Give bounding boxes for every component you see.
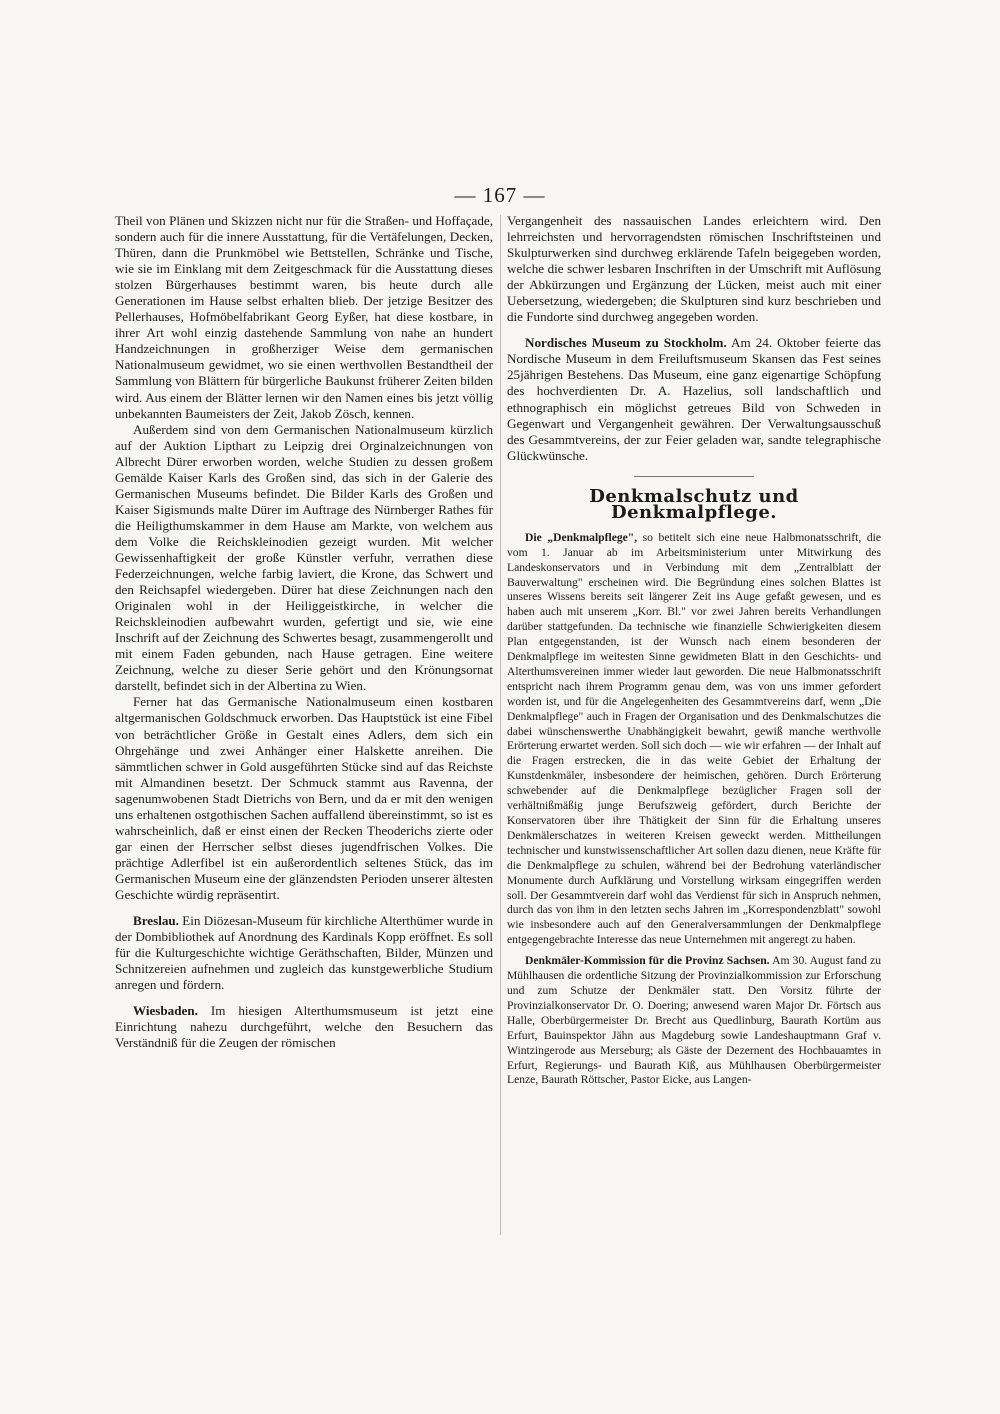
breslau-text: Ein Diözesan-Museum für kirchliche Alterthümer wurde in der Dombibliothek auf Anordnung des Kardinals Kopp eröffnet. Es soll für die Kulturgeschichte wichtige Geräthschaften, Bilder, Münzen und Schnitzereien aufnehmen und zugleich das kunstgewerbliche Studium anregen und fördern. bbox=[115, 913, 493, 993]
wiesbaden-text: Im hiesigen Alterthumsmuseum ist jetzt eine Einrichtung nahezu durchgeführt, welche den Besuchern das Verständniß für die Zeugen der römischen bbox=[115, 1003, 494, 1051]
left-column bbox=[115, 213, 493, 1051]
section-rule bbox=[634, 476, 754, 477]
paragraph-duerer-drawings: Außerdem sind von dem Germanischen Nationalmuseum kürzlich auf der Auktion Lipthart zu Leipzig drei Orginalzeichnungen von Albrecht Dürer erworben worden, welche Studien zu dessen großem Gemälde Kaiser Karls des Großen sind, das sich in der Galerie des Germanischen Museums befindet. Die Bilder Karls des Großen und Kaiser Sigismunds malte Dürer im Auftrage des Nürnberger Rathes für die Heiligthumskammer in dem Hause am Markte, von welchem aus dem Volke die Reichskleinodien gezeigt wurden. Mit welcher Gewissenhaftigkeit der große Künstler verfuhr, verrathen diese Federzeichnungen, welche farbig laviert, die Krone, das Schwert und den Reichsapfel wiedergeben. Dürer hat diese Zeichnungen nach den Originalen wohl in der Heiliggeistkirche, in welcher die Reichskleinodien aufbewahrt wurden, gefertigt und sie, wie eine Inschrift auf der Zeichnung des Schwertes besagt, zusammengerollt und mit einem Faden gebunden, nach Hause getragen. Eine weitere Zeichnung, welche zu dieser Serie gehört und den Krönungsornat darstellt, befindet sich in der Albertina zu Wien. bbox=[115, 421, 493, 694]
right-column bbox=[507, 213, 881, 1088]
paragraph-wiesbaden bbox=[115, 1003, 493, 1051]
paragraph-breslau bbox=[115, 913, 493, 993]
column-divider bbox=[500, 215, 501, 1235]
section-heading: Denkmalschutz und Denkmalpflege. bbox=[589, 485, 799, 523]
commission-text: Am 30. August fand zu Mühlhausen die ordentliche Sitzung der Provinzialkommission zur Erforschung und zum Schutze der Denkmäler statt. Den Vorsitz führte der Provinzialkonservator Dr. O. Doering; anwesend waren Major Dr. Förtsch aus Halle, Oberbürgermeister Dr. Brecht aus Quedlinburg, Baurath Kortüm aus Erfurt, Bauinspektor Jähn aus Magdeburg sowie Landeshauptmann Graf v. Wintzingerode aus Merseburg; als Gäste der Dezernent des Hochbauamtes in Erfurt, Regierungs- und Baurath Kiß, aus Mühlhausen Oberbürgermeister Lenze, Baurath Röttscher, Pastor Eicke, aus Langen- bbox=[507, 954, 881, 1087]
paragraph-stockholm bbox=[507, 335, 881, 463]
commission-heading: Denkmäler-Kommission für die Provinz Sachsen. bbox=[525, 954, 770, 968]
paragraph-plans: Theil von Plänen und Skizzen nicht nur für die Straßen- und Hoffaçade, sondern auch für die innere Ausstattung, für die Vertäfelungen, Decken, Thüren, dann die Prunkmöbel wie Bettstellen, Schränke und Tische, wie sie im Einklang mit dem Zeitgeschmack für die Ausstattung dieses stolzen Bürgerhauses bestimmt waren, bis heute durch alle Generationen im Hause selbst erhalten blieb. Der jetzige Besitzer des Pellerhauses, Hofmöbelfabrikant Georg Eyßer, hat diese kostbare, in ihrer Art wohl einzig dastehende Sammlung von nahe an hundert Handzeichnungen in großherziger Weise dem germanischen Nationalmuseum gewidmet, wo sie einen werthvollen Bestandtheil der Sammlung von Blättern für bürgerliche Baukunst früherer Zeiten bilden wird. Aus einem der Blätter lernen wir den Namen eines bis jetzt völlig unbekannten Baumeisters der Zeit, Jakob Zösch, kennen. bbox=[115, 213, 493, 421]
paragraph-gold-jewelry: Ferner hat das Germanische Nationalmuseum einen kostbaren altgermanischen Goldschmuck erworben. Das Hauptstück ist eine Fibel von beträchtlicher Größe in Gestalt eines Adlers, dem sich ein Ohrgehänge und zwei Anhänger einer Halskette anreihen. Die sämmtlichen schwer in Gold ausgeführten Stücke sind auf das Reichste mit Almandinen besetzt. Der Schmuck stammt aus Ravenna, der sagenumwobenen Stadt Dietrichs von Bern, und da er mit den wenigen uns erhaltenen ostgothischen Sachen auffallend übereinstimmt, so ist es wahrscheinlich, daß er einst einen der Recken Theoderichs zierte oder gar einen der Herrscher selbst dieses jugendfrischen Volkes. Die prächtige Adlerfibel ist ein außerordentlich seltenes Stück, das im Germanischen Museum eine der glänzendsten Perioden unserer ältesten Geschichte würdig repräsentirt. bbox=[115, 694, 493, 902]
stockholm-heading: Nordisches Museum zu Stockholm. bbox=[525, 335, 727, 351]
paragraph-commission-saxony bbox=[507, 954, 881, 1088]
breslau-heading: Breslau. bbox=[133, 913, 179, 929]
denkmalpflege-heading: Die „Denkmalpflege", bbox=[525, 530, 638, 544]
denkmalpflege-text: so betitelt sich eine neue Halbmonatsschrift, die vom 1. Januar ab im Arbeitsministerium unter Mitwirkung des Landeskonservators und in Verbindung mit dem „Zentralblatt der Bauverwaltung" erscheinen wird. Die Begründung eines solchen Blattes ist unseres Wissens bereits seit längerer Zeit ins Auge gefaßt gewesen, und es haben auch mit unserem „Korr. Bl." vor zwei Jahren bereits Verhandlungen darüber stattgefunden. Da technische wie finanzielle Schwierigkeiten diesem Plan entgegenstanden, ist der Wunsch nach einem besonderen der Denkmalpflege im weitesten Sinne gewidmeten Blatt in den Geschichts- und Alterthumsvereinen immer wieder laut geworden. Die neue Halbmonatsschrift entspricht nach ihrem Programm genau dem, was von uns immer gefordert worden ist, und für die Angelegenheiten des Gesammtvereins darf, wenn „Die Denkmalpflege" auch in Fragen der Organisation und des Denkmalschutzes die dabei wünschenswerthe Unabhängigkeit bewahrt, gewiß manche werthvolle Erörterung erwartet werden. Soll sich doch — wie wir erfahren — der Inhalt auf die Fragen erstrecken, die in das weite Gebiet der Erhaltung der Kunstdenkmäler, insbesondere der heimischen, gehören. Durch Erörterung schwebender auf die Denkmalpflege bezüglicher Fragen soll der verhältnißmäßig junge Berufszweig gefördert, durch Berichte der Konservatoren über ihre Thätigkeit der Sinn für die Erhaltung unseres Denkmälerschatzes in weiteren Kreisen geweckt werden. Mittheilungen technischer und kunstwissenschaftlicher Art sollen dazu dienen, neue Kräfte für die Denkmalpflege zu schulen, während bei der Bedrohung vaterländischer Monumente durch Aufklärung und Vorstellung wirksam eingegriffen werden soll. Der Gesammtverein darf wohl das Verdienst für sich in Anspruch nehmen, durch das von ihm in den letzten sechs Jahren im „Korrespondenzblatt" sowohl wie insbesondere auch auf den Generalversammlungen der Denkmalpflege entgegengebrachte Interesse das neue Unternehmen mit angeregt zu haben. bbox=[507, 530, 881, 947]
paragraph-denkmalpflege bbox=[507, 531, 881, 948]
wiesbaden-heading: Wiesbaden. bbox=[133, 1003, 198, 1019]
stockholm-text: Am 24. Oktober feierte das Nordische Museum in dem Freiluftsmuseum Skansen das Fest seines 25jährigen Bestehens. Das Museum, eine ganz eigenartige Schöpfung des hochverdienten Dr. A. Hazelius, soll landschaftlich und ethnographisch ein möglichst getreues Bild von Schweden in Gegenwart und Vergangenheit gewähren. Der Verwaltungsausschuß des Gesammtvereins, der zur Feier geladen war, sandte telegraphische Glückwünsche. bbox=[507, 335, 881, 463]
page-number: — 167 — bbox=[454, 183, 546, 207]
paragraph-wiesbaden-cont: Vergangenheit des nassauischen Landes erleichtern wird. Den lehrreichsten und hervorragendsten römischen Inschriftsteinen und Skulpturwerken sind durchweg erklärende Tafeln beigegeben worden, welche die schwer lesbaren Inschriften in der Umschrift mit Auflösung der Abkürzungen und Ergänzung der Lücken, meist auch mit einer Uebersetzung, wiedergeben; die Skulpturen sind kurz beschrieben und die Fundorte sind durchweg angegeben worden. bbox=[507, 213, 881, 325]
